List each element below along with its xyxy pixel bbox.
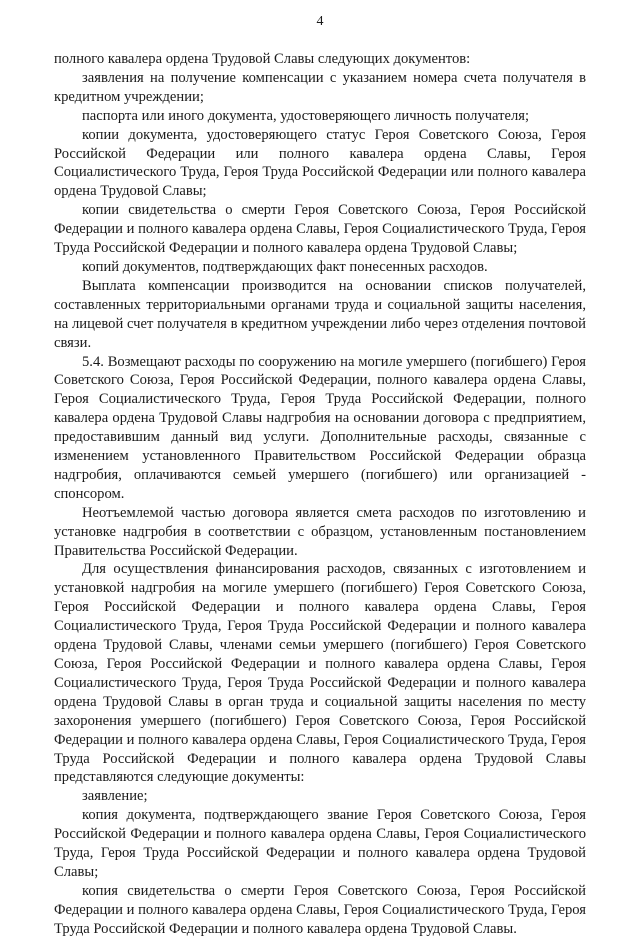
paragraph: заявления на получение компенсации с указанием номера счета получателя в кредитном учреждении; [54,69,586,105]
paragraph: копии свидетельства о смерти Героя Советского Союза, Героя Российской Федерации и полного кавалера ордена Славы, Героя Социалистического Труда, Героя Труда Российской Федерации и полного кавалера ордена Трудовой Славы; [54,202,586,257]
document-body [54,50,586,939]
paragraph: паспорта или иного документа, удостоверяющего личность получателя; [82,107,530,124]
paragraph: заявление; [82,788,148,805]
page-number: 4 [316,14,324,29]
paragraph: Для осуществления финансирования расходов, связанных с изготовлением и установкой надгробия на могиле умершего (погибшего) Героя Советского Союза, Героя Российской Федерации и полного кавалера ордена Славы, Героя Социалистического Труда, Героя Труда Российской Федерации и полного кавалера ордена Трудовой Славы, членами семьи умершего (погибшего) Героя Советского Союза, Героя Российской Федерации и полного кавалера ордена Славы, Героя Социалистического Труда, Героя Труда Российской Федерации и полного кавалера ордена Трудовой Славы в орган труда и социальной защиты населения по месту захоронения умершего (погибшего) Героя Советского Союза, Героя Российской Федерации и полного кавалера ордена Славы, Героя Социалистического Труда, Героя Труда Российской Федерации и полного кавалера ордена Трудовой Славы представляются следующие документы: [54,561,586,786]
paragraph: 5.4. Возмещают расходы по сооружению на могиле умершего (погибшего) Героя Советского Союза, Героя Российской Федерации, полного кавалера ордена Славы, Героя Социалистического Труда, Героя Труда Российской Федерации, полного кавалера ордена Трудовой Славы надгробия на основании договора с предприятием, предоставившим данный вид услуги. Дополнительные расходы, связанные с изменением установленного Правительством Российской Федерации образца надгробия, оплачиваются семьей умершего (погибшего) или организацией - спонсором. [54,353,586,502]
paragraph: копии документа, удостоверяющего статус Героя Советского Союза, Героя Российской Федерации или полного кавалера ордена Славы, Героя Социалистического Труда, Героя Труда Российской Федерации или полного кавалера ордена Трудовой Славы; [54,126,586,200]
paragraph: копия свидетельства о смерти Героя Советского Союза, Героя Российской Федерации и полного кавалера ордена Славы, Героя Социалистического Труда, Героя Труда Российской Федерации и полного кавалера ордена Трудовой Славы. [54,882,586,937]
paragraph: полного кавалера ордена Трудовой Славы следующих документов: [54,51,471,67]
paragraph: копий документов, подтверждающих факт понесенных расходов. [82,258,488,275]
paragraph: Выплата компенсации производится на основании списков получателей, составленных территориальными органами труда и социальной защиты населения, на лицевой счет получателя в кредитном учреждении либо через отделения почтовой связи. [54,277,586,351]
paragraph: копия документа, подтверждающего звание Героя Советского Союза, Героя Российской Федерации и полного кавалера ордена Славы, Героя Социалистического Труда, Героя Труда Российской Федерации и полного кавалера ордена Трудовой Славы; [54,807,586,880]
paragraph: Неотъемлемой частью договора является смета расходов по изготовлению и установке надгробия в соответствии с образцом, установленным постановлением Правительства Российской Федерации. [54,504,586,559]
